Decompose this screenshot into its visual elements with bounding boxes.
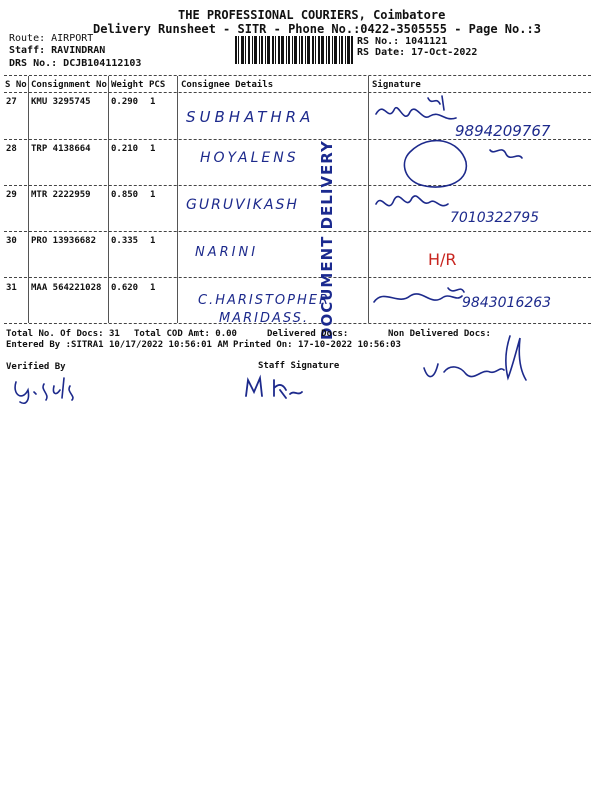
row-consignee: SUBHATHRA: [186, 108, 315, 126]
col-header-pcs: PCS: [149, 80, 166, 90]
row-pcs: 1: [150, 97, 156, 107]
route-label: Route: AIRPORT: [9, 33, 94, 44]
table-top-rule: [4, 75, 591, 76]
row-consignment-no: TRP 4138664: [31, 144, 91, 154]
row-consignment-no: PRO 13936682: [31, 236, 97, 246]
row-consignee: NARINI: [195, 245, 259, 260]
runsheet-title: Delivery Runsheet - SITR - Phone No.:0422-3505555 - Page No.:3: [93, 22, 541, 36]
row-weight: 0.335: [111, 236, 139, 246]
row-signature-mark: H/R: [428, 250, 457, 269]
non-delivered-docs: Non Delivered Docs:: [388, 329, 491, 339]
total-cod: Total COD Amt: 0.00: [134, 329, 237, 339]
row-consignee: HOYALENS: [200, 150, 299, 166]
row-weight: 0.210: [111, 144, 139, 154]
staff-signature-label: Staff Signature: [258, 361, 340, 371]
row-signature-phone: 7010322795: [450, 210, 540, 226]
row-weight: 0.620: [111, 283, 139, 293]
col-header-sno: S No: [5, 80, 27, 90]
authority-signature: [420, 328, 550, 386]
drs-number: DRS No.: DCJB104112103: [9, 58, 142, 69]
column-divider: [108, 76, 109, 323]
row-consignment-no: KMU 3295745: [31, 97, 91, 107]
row-sno: 27: [6, 97, 17, 107]
row-pcs: 1: [150, 190, 156, 200]
row-sno: 29: [6, 190, 17, 200]
company-name: THE PROFESSIONAL COURIERS, Coimbatore: [178, 8, 446, 22]
printed-on: Printed On: 17-10-2022 10:56:03: [233, 340, 401, 350]
rs-number: RS No.: 1041121: [357, 36, 448, 47]
delivered-docs: Delivered Docs:: [267, 329, 349, 339]
signature-strokes: [370, 92, 592, 324]
row-weight: 0.850: [111, 190, 139, 200]
row-consignee: GURUVIKASH: [186, 197, 299, 213]
column-divider: [368, 76, 369, 323]
row-weight: 0.290: [111, 97, 139, 107]
document-delivery-stamp: DOCUMENT DELIVERY: [318, 140, 336, 340]
row-sno: 28: [6, 144, 17, 154]
row-consignment-no: MTR 2222959: [31, 190, 91, 200]
staff-signature-mark: [240, 372, 320, 402]
rs-date: RS Date: 17-Oct-2022: [357, 47, 478, 58]
row-pcs: 1: [150, 283, 156, 293]
verified-by-label: Verified By: [6, 362, 66, 372]
row-sno: 30: [6, 236, 17, 246]
entered-by: Entered By :SITRA1 10/17/2022 10:56:01 AM: [6, 340, 229, 350]
col-header-signature: Signature: [372, 80, 421, 90]
verified-by-signature: [10, 372, 90, 406]
row-sno: 31: [6, 283, 17, 293]
row-pcs: 1: [150, 236, 156, 246]
col-header-consignee: Consignee Details: [181, 80, 274, 90]
row-consignee: C.HARISTOPHER MARIDASS.: [197, 293, 331, 326]
total-docs: Total No. Of Docs: 31: [6, 329, 120, 339]
row-pcs: 1: [150, 144, 156, 154]
col-header-consignment: Consignment No: [31, 80, 107, 90]
column-divider: [177, 76, 178, 323]
barcode-icon: [235, 36, 353, 64]
row-signature-phone: 9894209767: [455, 122, 551, 140]
row-signature-phone: 9843016263: [462, 295, 552, 311]
column-divider: [28, 76, 29, 323]
col-header-weight: Weight: [111, 80, 144, 90]
row-consignment-no: MAA 564221028: [31, 283, 102, 293]
staff-label: Staff: RAVINDRAN: [9, 45, 106, 56]
